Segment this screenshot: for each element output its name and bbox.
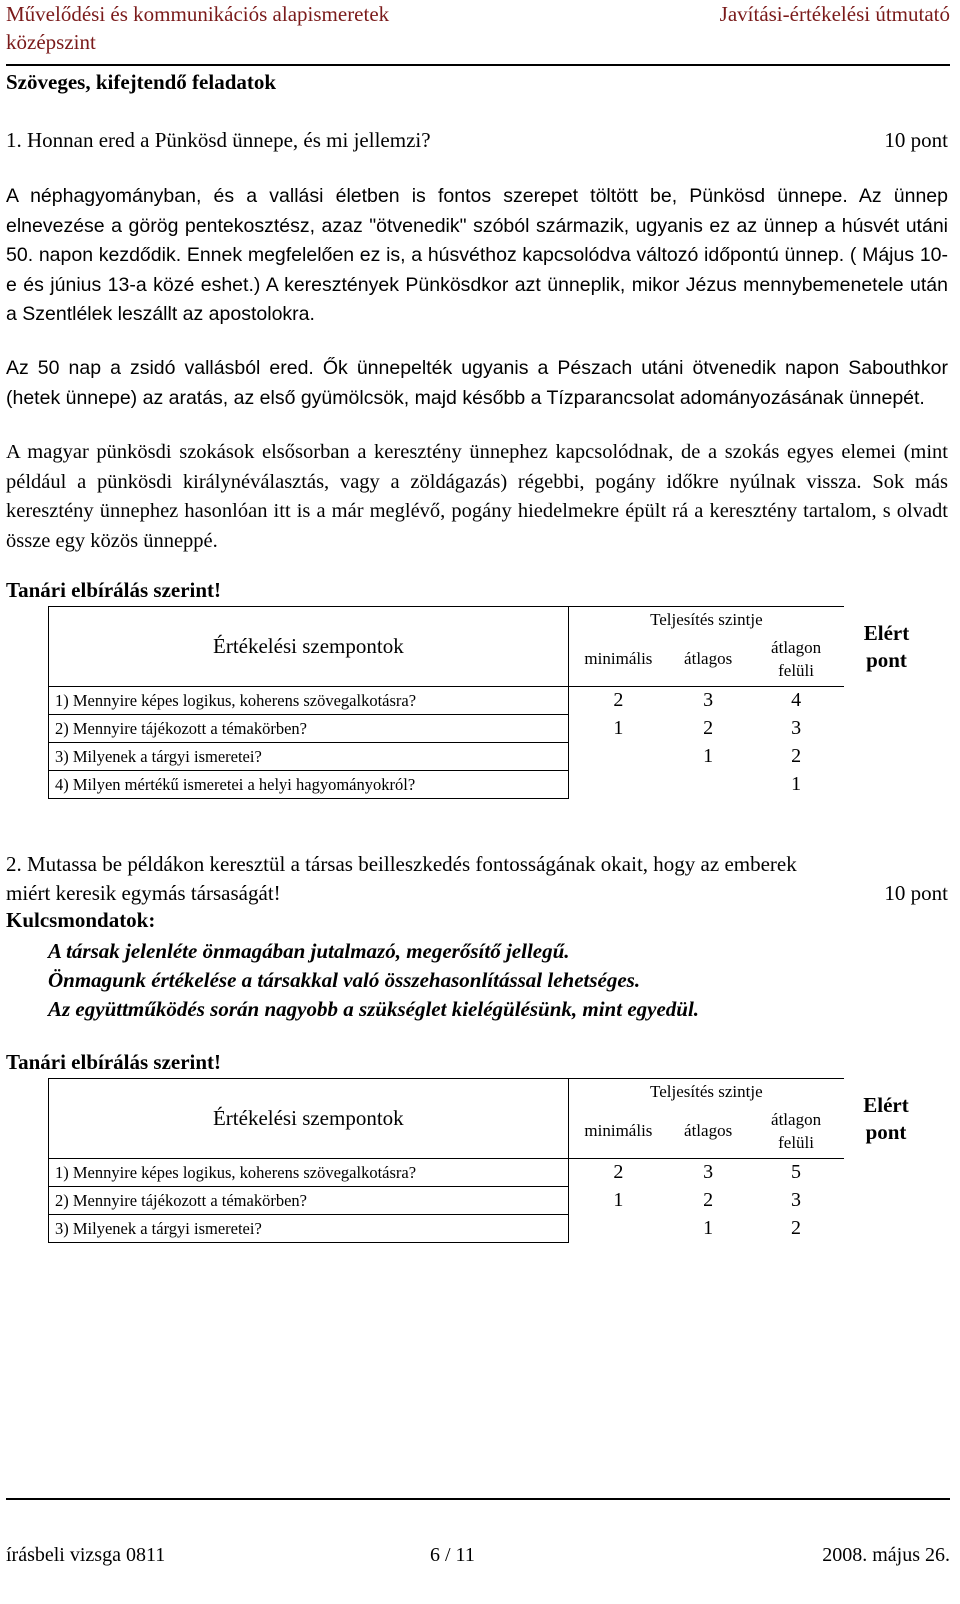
q1-row-1-result[interactable] [844, 687, 929, 715]
q1-row-2-above: 3 [791, 717, 802, 739]
q1-row-3-label: 3) Milyenek a tárgyi ismeretei? [49, 743, 569, 771]
q2-row-1-avg: 3 [703, 1161, 714, 1184]
q2-row-1-label: 1) Mennyire képes logikus, koherens szövegalkotásra? [49, 1159, 569, 1187]
q2-row-1-min: 2 [613, 1161, 624, 1184]
q2-row-2-result[interactable] [844, 1187, 928, 1215]
q1-row-4-result[interactable] [844, 771, 929, 799]
q2-criteria-header: Értékelési szempontok [49, 1079, 569, 1159]
q2-row-3-above: 2 [791, 1217, 802, 1239]
q2-question-line-2: miért keresik egymás társaságát! [6, 881, 281, 905]
q1-row-3-min [568, 743, 668, 771]
q1-col-avg: átlagos [668, 633, 748, 687]
q1-col-min: minimális [568, 633, 668, 687]
q1-paragraph-2: Az 50 nap a zsidó vallásból ered. Ők ünnepelték ugyanis a Pészach utáni ötvenedik napon Sabouthkor (hetek ünnepe) az aratás, az első gyümölcsök, majd később a Tízparancsolat adományozásának ünnepét. [6, 357, 948, 409]
q2-row-3-avg: 1 [703, 1217, 714, 1239]
q2-row-1-above: 5 [791, 1161, 802, 1184]
q1-points: 10 pont [884, 128, 948, 152]
q1-row-3-avg: 1 [703, 745, 714, 767]
q2-result-header: Elért pont [863, 1092, 909, 1144]
header-subject: Művelődési és kommunikációs alapismeretek [6, 2, 390, 26]
q1-criteria-header: Értékelési szempontok [49, 607, 569, 687]
footer-exam-code: írásbeli vizsga 0811 [6, 1544, 166, 1566]
q2-row-2-label: 2) Mennyire tájékozott a témakörben? [49, 1187, 569, 1215]
q1-row-3-result[interactable] [844, 743, 929, 771]
q2-keywords-list [48, 937, 938, 1024]
q1-row-1-label: 1) Mennyire képes logikus, koherens szövegalkotásra? [49, 687, 569, 715]
q1-row-4-above: 1 [791, 773, 802, 795]
q1-row-1-above: 4 [791, 689, 802, 712]
q1-col-above: átlagon felüli [748, 633, 844, 687]
section-title: Szöveges, kifejtendő feladatok [6, 70, 277, 94]
q2-row-1-result[interactable] [844, 1159, 928, 1187]
q1-row-2-label: 2) Mennyire tájékozott a témakörben? [49, 715, 569, 743]
q2-keyword-3: Az együttműködés során nagyobb a szükséglet kielégülésünk, mint egyedül. [48, 997, 700, 1021]
q2-keyword-1: A társak jelenléte önmagában jutalmazó, megerősítő jellegű. [48, 939, 570, 963]
header-rule [6, 64, 950, 66]
q2-question-block [6, 850, 948, 908]
q1-row-4-label: 4) Milyen mértékű ismeretei a helyi hagyományokról? [49, 771, 569, 799]
q1-row-2-result[interactable] [844, 715, 929, 743]
q1-question-line [6, 128, 948, 153]
header-level: középszint [6, 30, 96, 54]
header-doc-type: Javítási-értékelési útmutató [719, 2, 950, 26]
q2-evaluation-table [48, 1078, 928, 1243]
q1-row-1-avg: 3 [703, 689, 714, 712]
q1-teacher-note: Tanári elbírálás szerint! [6, 578, 222, 602]
q2-row-2-min: 1 [613, 1189, 624, 1211]
q1-row-1-min: 2 [613, 689, 624, 712]
q2-row-2-above: 3 [791, 1189, 802, 1211]
q1-row-2-avg: 2 [703, 717, 714, 739]
q1-evaluation-table [48, 606, 929, 799]
footer-date: 2008. május 26. [822, 1544, 950, 1566]
q2-row-3-result[interactable] [844, 1215, 928, 1243]
q1-row-4-avg [668, 771, 748, 799]
q1-paragraph-3: A magyar pünkösdi szokások elsősorban a keresztény ünnephez kapcsolódnak, de a szokás egyes elemei (mint például a pünkösdi királynéválasztás, vagy a zöldágazás) régebbi, pogány időkre nyúlnak vissza. Sok más keresztény ünnephez hasonlóan itt is a már meglévő, pogány hiedelmekre épült rá a keresztény tartalom, s olvadt össze egy közös ünneppé. [6, 441, 948, 552]
q1-paragraph-1: A néphagyományban, és a vallási életben is fontos szerepet töltött be, Pünkösd ünnepe. Az ünnep elnevezése a görög pentekosztész, azaz "ötvenedik" szóból származik, ugyanis ez az ünnep a húsvét utáni 50. napon kezdődik. Ennek megfelelően ez is, a húsvéthoz kapcsolódva változó időpontú ünnep. ( Május 10-e és június 13-a közé eshet.) A keresztények Pünkösdkor azt ünneplik, mikor Jézus mennybemenetele után a Szentlélek leszállt az apostolokra. [6, 185, 948, 325]
q2-question-line-1: 2. Mutassa be példákon keresztül a társas beilleszkedés fontosságának okait, hogy az emberek [6, 852, 797, 876]
q2-level-header: Teljesítés szintje [568, 1079, 844, 1105]
q2-col-avg: átlagos [668, 1105, 748, 1159]
q1-row-4-min [568, 771, 668, 799]
q1-row-3-above: 2 [791, 745, 802, 767]
q2-row-3-min [568, 1215, 668, 1243]
page-header [6, 2, 950, 66]
q2-keywords-title: Kulcsmondatok: [6, 908, 156, 932]
q1-row-2-min: 1 [613, 717, 624, 739]
footer-page-number: 6 / 11 [430, 1544, 475, 1566]
footer-rule [6, 1498, 950, 1500]
q2-row-3-label: 3) Milyenek a tárgyi ismeretei? [49, 1215, 569, 1243]
q1-question: 1. Honnan ered a Pünkösd ünnepe, és mi jellemzi? [6, 128, 431, 152]
q2-col-min: minimális [568, 1105, 668, 1159]
q2-teacher-note: Tanári elbírálás szerint! [6, 1050, 222, 1074]
q2-col-above: átlagon felüli [748, 1105, 844, 1159]
q1-level-header: Teljesítés szintje [568, 607, 844, 633]
page-footer [6, 1498, 950, 1578]
q2-question-line-2-row [6, 879, 948, 908]
q2-row-2-avg: 2 [703, 1189, 714, 1211]
q1-result-header: Elért pont [863, 620, 910, 672]
q2-keyword-2: Önmagunk értékelése a társakkal való összehasonlítással lehetséges. [48, 968, 641, 992]
q2-points: 10 pont [884, 881, 948, 905]
